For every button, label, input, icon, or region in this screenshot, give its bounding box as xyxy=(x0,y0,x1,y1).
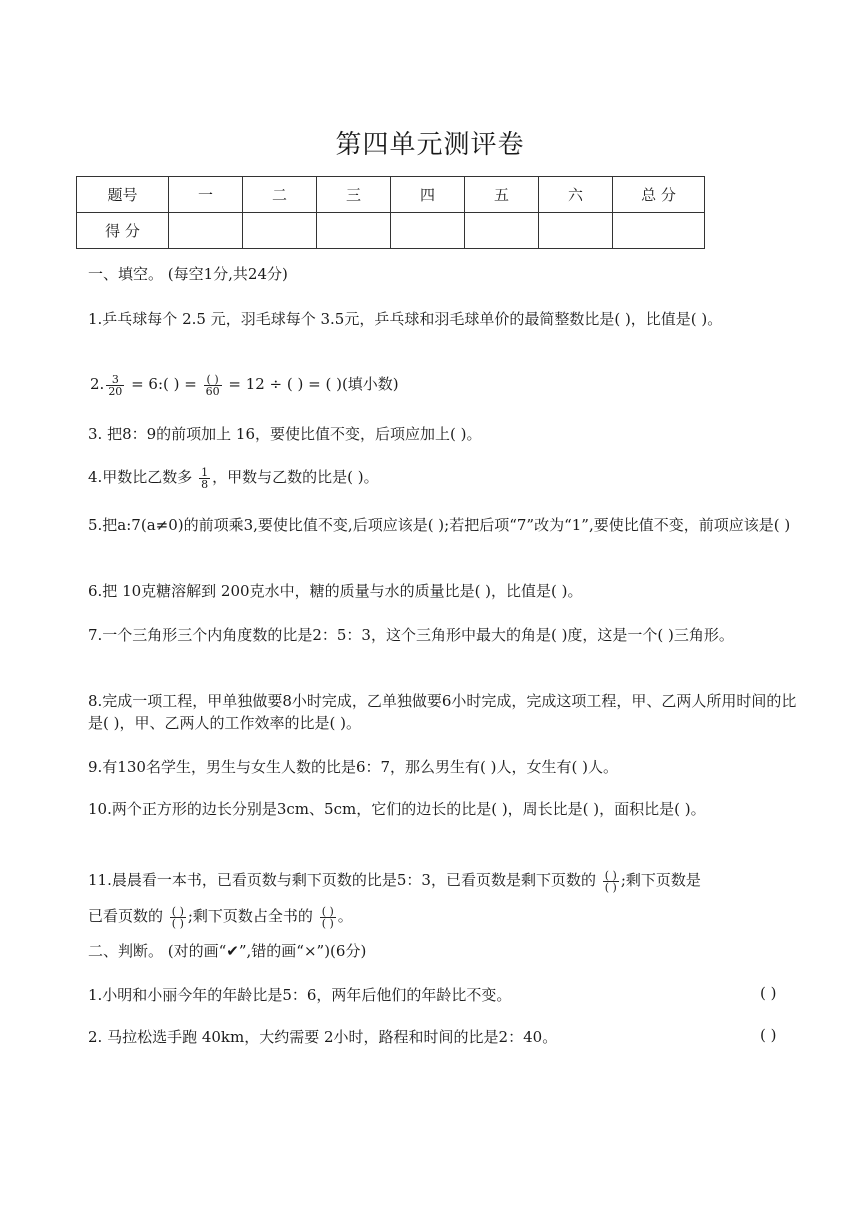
fraction-numerator: ( ) xyxy=(204,374,222,386)
section2-heading: 二、判断。 (对的画“✔”,错的画“×”)(6分) xyxy=(88,942,367,960)
fraction xyxy=(170,906,186,929)
question-10: 10.两个正方形的边长分别是3cm、5cm，它们的边长的比是( )，周长比是( )，面积比是( )。 xyxy=(88,800,706,818)
score-header-cell: 总 分 xyxy=(613,177,705,213)
score-table-header-row xyxy=(77,177,705,213)
question-6: 6.把 10克糖溶解到 200克水中，糖的质量与水的质量比是( )，比值是( )。 xyxy=(88,582,583,600)
question-11-part3: 已看页数的 xyxy=(88,907,168,925)
fraction-numerator: ( ) xyxy=(171,904,184,918)
fraction xyxy=(320,906,336,929)
question-11-part2: ;剩下页数是 xyxy=(620,871,701,889)
question-9: 9.有130名学生，男生与女生人数的比是6：7，那么男生有( )人，女生有( )人。 xyxy=(88,758,618,776)
fraction-denominator: ( ) xyxy=(604,880,617,894)
question-2-prefix: 2. xyxy=(90,375,105,393)
judge-question-1: 1.小明和小丽今年的年龄比是5：6，两年后他们的年龄比不变。 xyxy=(88,986,512,1004)
score-header-cell: 二 xyxy=(243,177,317,213)
question-1: 1.乒乓球每个 2.5 元，羽毛球每个 3.5元，乒乓球和羽毛球单价的最简整数比是( )，比值是( )。 xyxy=(88,310,723,328)
fraction-numerator: 1 xyxy=(201,465,209,479)
question-7: 7.一个三角形三个内角度数的比是2：5：3，这个三角形中最大的角是( )度，这是一个( )三角形。 xyxy=(88,626,734,644)
fraction xyxy=(204,374,222,397)
fraction-numerator: ( ) xyxy=(604,868,617,882)
section1-heading: 一、填空。 (每空1分,共24分) xyxy=(88,265,288,283)
score-cell[interactable] xyxy=(317,213,391,249)
question-11-part4: ;剩下页数占全书的 xyxy=(187,907,318,925)
score-cell[interactable] xyxy=(169,213,243,249)
judge-question-2: 2. 马拉松选手跑 40km，大约需要 2小时，路程和时间的比是2：40。 xyxy=(88,1028,558,1046)
fraction-numerator: ( ) xyxy=(321,904,334,918)
judge-answer-slot[interactable]: ( ) xyxy=(760,984,777,1002)
score-cell[interactable] xyxy=(613,213,705,249)
score-header-cell: 一 xyxy=(169,177,243,213)
score-cell[interactable] xyxy=(465,213,539,249)
question-11-part5: 。 xyxy=(337,907,353,925)
score-cell[interactable] xyxy=(539,213,613,249)
fraction-denominator: 20 xyxy=(108,384,123,398)
question-4-suffix: ，甲数与乙数的比是( )。 xyxy=(212,468,379,486)
fraction-numerator: 3 xyxy=(106,374,124,386)
fraction xyxy=(603,870,619,893)
fraction xyxy=(106,374,124,397)
question-4-prefix: 4.甲数比乙数多 xyxy=(88,468,198,486)
question-11 xyxy=(88,862,804,934)
question-2-middle: = 6:( ) = xyxy=(126,375,202,393)
question-2-suffix: = 12 ÷ ( ) = ( )(填小数) xyxy=(223,375,399,393)
score-table xyxy=(76,176,705,249)
score-header-cell: 题号 xyxy=(77,177,169,213)
judge-answer-slot[interactable]: ( ) xyxy=(760,1026,777,1044)
score-header-cell: 五 xyxy=(465,177,539,213)
score-header-cell: 四 xyxy=(391,177,465,213)
score-cell[interactable] xyxy=(243,213,317,249)
fraction xyxy=(199,467,210,490)
question-11-part1: 11.晨晨看一本书，已看页数与剩下页数的比是5：3，已看页数是剩下页数的 xyxy=(88,871,601,889)
fraction-denominator: ( ) xyxy=(171,916,184,930)
score-cell[interactable] xyxy=(391,213,465,249)
score-row-label: 得 分 xyxy=(77,213,169,249)
question-2 xyxy=(90,373,806,397)
question-4 xyxy=(88,466,804,490)
fraction-denominator: ( ) xyxy=(321,916,334,930)
page-title: 第四单元测评卷 xyxy=(335,130,525,160)
question-8: 8.完成一项工程，甲单独做要8小时完成，乙单独做要6小时完成，完成这项工程，甲、乙两人所用时间的比是( )，甲、乙两人的工作效率的比是( )。 xyxy=(88,692,797,732)
score-header-cell: 六 xyxy=(539,177,613,213)
question-5: 5.把a:7(a≠0)的前项乘3,要使比值不变,后项应该是( );若把后项“7”改为“1”,要使比值不变，前项应该是( ) xyxy=(88,516,791,534)
score-table-score-row xyxy=(77,213,705,249)
score-header-cell: 三 xyxy=(317,177,391,213)
fraction-denominator: 60 xyxy=(205,384,220,398)
question-3: 3. 把8：9的前项加上 16，要使比值不变，后项应加上( )。 xyxy=(88,425,482,443)
fraction-denominator: 8 xyxy=(201,477,209,491)
